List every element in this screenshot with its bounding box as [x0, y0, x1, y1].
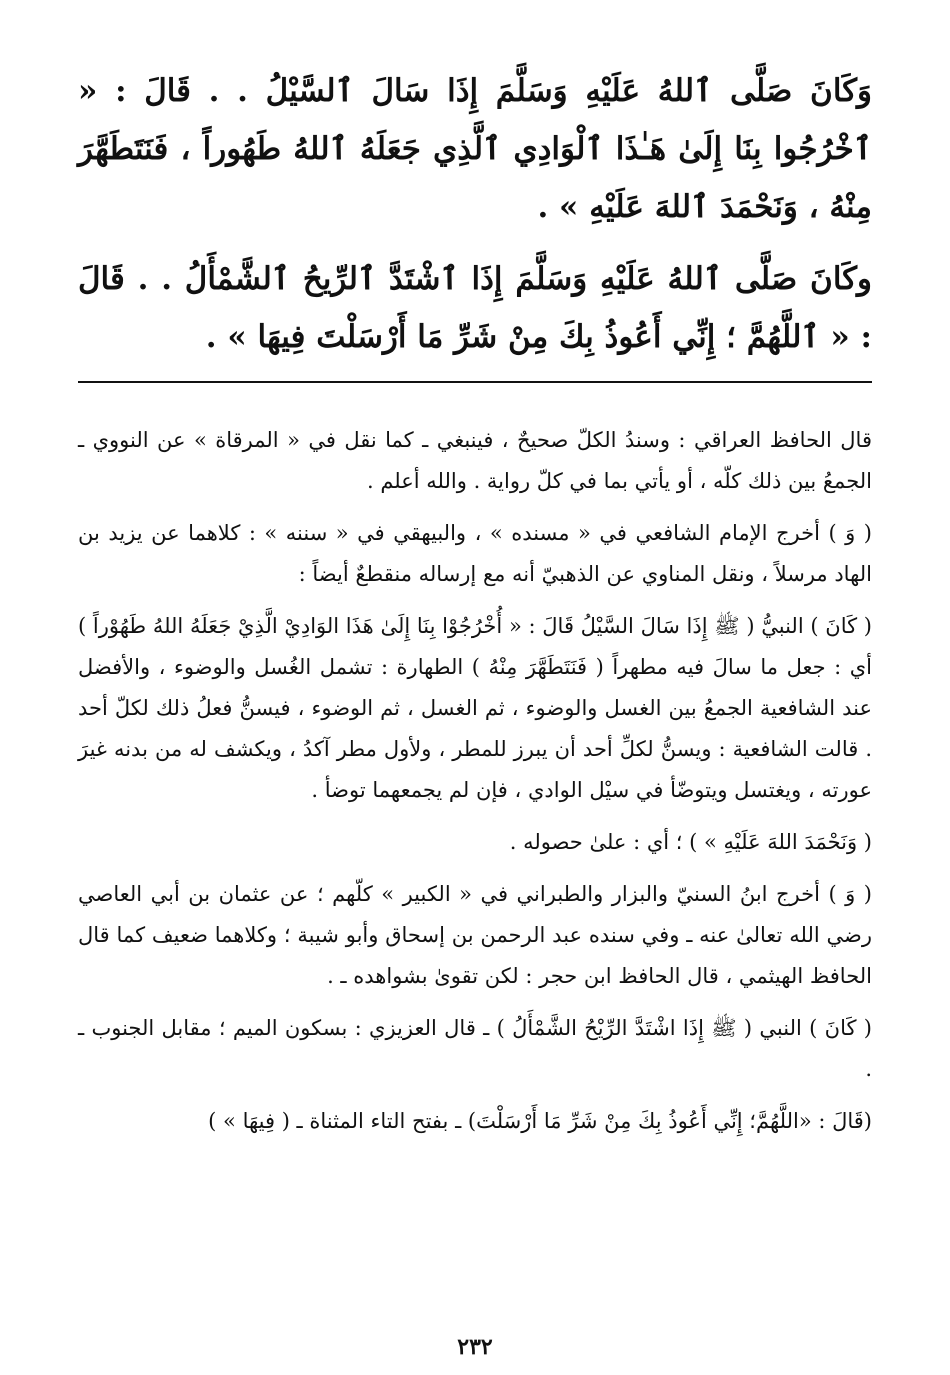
commentary-paragraph: ( وَ ) أخرج الإمام الشافعي في « مسنده » ، والبيهقي في « سننه » : كلاهما عن يزيد بن الهاد مرسلاً ، ونقل المناوي عن الذهبيّ أنه مع إرساله منقطعٌ أيضاً : [78, 521, 872, 586]
main-paragraph: وَكَانَ صَلَّى ٱللهُ عَلَيْهِ وَسَلَّمَ إِذَا سَالَ ٱلسَّيْلُ . . قَالَ : « ٱخْرُجُوا بِنَا إِلَىٰ هَـٰذَا ٱلْوَادِي ٱلَّذِي جَعَلَهُ ٱللهُ طَهُوراً ، فَنَتَطَهَّرَ مِنْهُ ، وَنَحْمَدَ ٱللهَ عَلَيْهِ » . [78, 73, 872, 225]
commentary-block [78, 420, 872, 1153]
commentary-paragraph: (قَالَ : «اللَّهُمَّ؛ إِنِّي أَعُوذُ بِكَ مِنْ شَرِّ مَا أَرْسَلْتَ) ـ بفتح التاء المثناة ـ ( فِيهَا » ) [208, 1109, 872, 1133]
commentary-paragraph: ( كَانَ ) النبي ( ﷺ إِذَا اشْتَدَّ الرِّيْحُ الشَّمْأَلُ ) ـ قال العزيزي : بسكون الميم ؛ مقابل الجنوب ـ . [78, 1016, 872, 1081]
commentary-paragraph: قال الحافظ العراقي : وسندُ الكلّ صحيحٌ ، فينبغي ـ كما نقل في « المرقاة » عن النووي ـ الجمعُ بين ذلك كلّه ، أو يأتي بما في كلّ رواية . والله أعلم . [78, 428, 872, 493]
book-page [78, 62, 872, 1375]
footnote-separator-line [78, 381, 872, 383]
commentary-paragraph: ( وَ ) أخرج ابنُ السنيّ والبزار والطبراني في « الكبير » كلّهم ؛ عن عثمان بن أبي العاصي رضي الله تعالىٰ عنه ـ وفي سنده عبد الرحمن بن إسحاق وأبو شيبة ؛ وكلاهما ضعيف كما قال الحافظ الهيثمي ، قال الحافظ ابن حجر : لكن تقوىٰ بشواهده ـ . [78, 882, 872, 988]
page-number: ٢٣٢ [457, 1334, 493, 1360]
commentary-paragraph: ( وَنَحْمَدَ اللهَ عَلَيْهِ » ) ؛ أي : علىٰ حصوله . [509, 830, 872, 854]
main-text-block [78, 62, 872, 366]
main-paragraph: وكَانَ صَلَّى ٱللهُ عَلَيْهِ وَسَلَّمَ إِذَا ٱشْتَدَّ ٱلرِّيحُ ٱلشَّمْأَلُ . . قَالَ : « ٱللَّهُمَّ ؛ إِنِّي أَعُوذُ بِكَ مِنْ شَرِّ مَا أَرْسَلْتَ فِيهَا » . [78, 261, 872, 355]
commentary-paragraph: ( كَانَ ) النبيُّ ( ﷺ إِذَا سَالَ السَّيْلُ قَالَ : « أُخْرُجُوْا بِنَا إِلَىٰ هَذَا الوَادِيْ الَّذِيْ جَعَلَهُ اللهُ طَهُوْراً ) أي : جعل ما سالَ فيه مطهراً ( فَنَتَطَهَّرَ مِنْهُ ) الطهارة : تشمل الغُسل والوضوء ، والأفضل عند الشافعية الجمعُ بين الغسل والوضوء ، ثم الغسل ، ثم الوضوء ، فيسنُّ فعلُ ذلك لكلّ أحد . قالت الشافعية : ويسنُّ لكلِّ أحد أن يبرز للمطر ، ولأول مطر آكدُ ، ويكشف له من بدنه غيرَ عورته ، ويغتسل ويتوضّأ في سيْل الوادي ، فإن لم يجمعهما توضأ . [78, 614, 872, 802]
